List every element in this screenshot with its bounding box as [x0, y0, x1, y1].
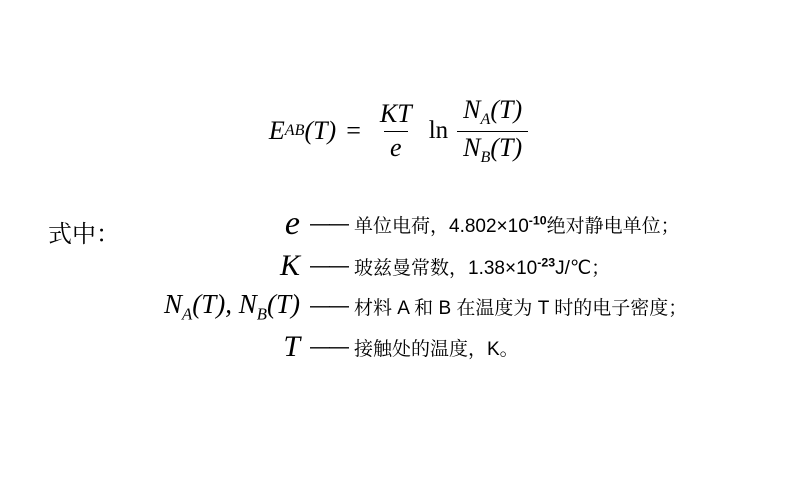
symbol-legend [0, 205, 800, 370]
legend-row [0, 289, 800, 324]
equals-sign: = [346, 116, 361, 146]
legend-desc-exponent: -23 [537, 255, 556, 270]
na-subscript: A [480, 111, 491, 129]
legend-symbol-k: K [279, 249, 300, 282]
legend-dash: —— [310, 254, 348, 277]
legend-desc-post: 绝对静电单位； [546, 215, 680, 237]
fraction-denominator-e: e [384, 131, 408, 163]
equation-inner [269, 96, 531, 167]
fraction-denominator-nb [457, 131, 528, 167]
legend-row [0, 330, 800, 364]
na-argument: (T) [490, 95, 523, 124]
fraction-na-over-nb [457, 96, 528, 167]
legend-description-t [354, 334, 519, 361]
legend-row [0, 205, 800, 243]
where-label: 式中： [48, 221, 120, 248]
legend-desc-pre: 材料 A 和 B 在温度为 T 时的电子密度； [354, 298, 688, 320]
nb-subscript: B [480, 149, 491, 167]
na-symbol: N [463, 95, 481, 124]
fraction-numerator-kt: KT [379, 99, 412, 129]
legend-desc-pre: 玻兹曼常数，1.38×10 [354, 257, 538, 279]
legend-dash: —— [310, 335, 348, 358]
equation-lhs-argument: (T) [304, 116, 337, 146]
nb-symbol: N [463, 132, 481, 162]
display-equation [0, 96, 800, 167]
fraction-kt-over-e [374, 100, 418, 162]
legend-desc-pre: 单位电荷，4.802×10 [354, 215, 529, 237]
legend-description-e [354, 211, 680, 238]
nb-argument: (T) [490, 132, 523, 162]
legend-desc-post: J/℃； [555, 257, 611, 279]
legend-symbol-na-nb: $N_A(T)$, $N_B(T)$ [164, 289, 300, 324]
legend-desc-pre: 接触处的温度，K。 [354, 338, 519, 360]
legend-desc-exponent: -10 [528, 213, 547, 228]
legend-dash: —— [310, 295, 348, 318]
natural-log-operator: ln [428, 117, 449, 145]
legend-dash: —— [310, 212, 348, 235]
equation-lhs-symbol: E [268, 116, 285, 146]
legend-description-k [354, 253, 610, 280]
legend-row [0, 249, 800, 283]
legend-description-na-nb [354, 293, 687, 320]
fraction-numerator-na [457, 96, 528, 131]
legend-symbol-e: e [284, 205, 300, 242]
legend-symbol-t: T [283, 330, 300, 364]
equation-lhs-subscript: AB [284, 122, 305, 140]
